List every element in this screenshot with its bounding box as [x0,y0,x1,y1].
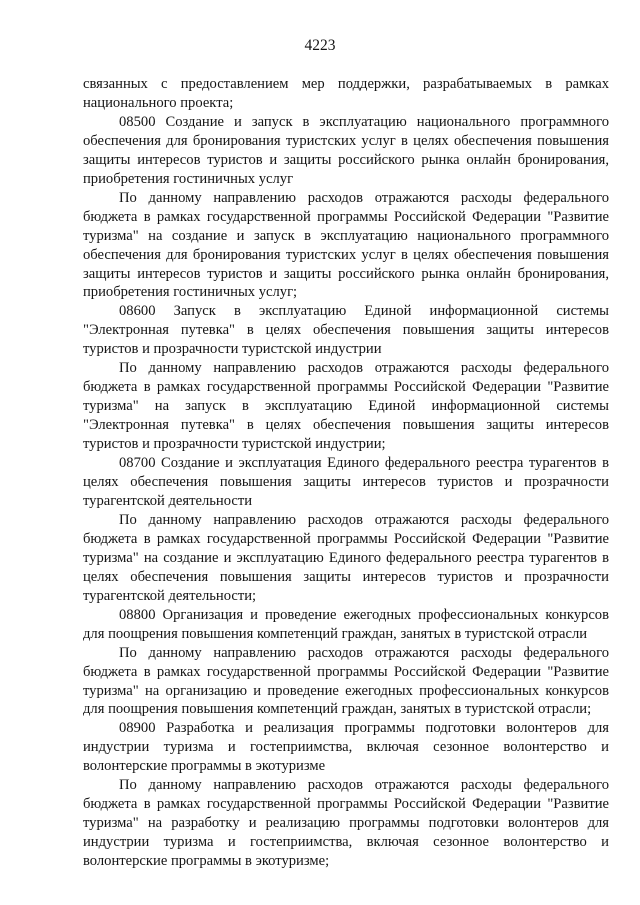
paragraph-item-08600: 08600 Запуск в эксплуатацию Единой информационной системы "Электронная путевка" в целях обеспечения повышения защиты интересов туристов и прозрачности туристской индустрии [83,303,609,358]
paragraph-item-08500: 08500 Создание и запуск в эксплуатацию национального программного обеспечения для бронирования туристских услуг в целях обеспечения повышения защиты интересов туристов и защиты российского рынка онлайн бронирования, приобретения гостиничных услуг [83,113,609,187]
paragraph-item-08900: 08900 Разработка и реализация программы подготовки волонтеров для индустрии туризма и гостеприимства, включая сезонное волонтерство и волонтерские программы в экотуризме [83,720,609,775]
paragraph-description-08500: По данному направлению расходов отражаются расходы федерального бюджета в рамках государственной программы Российской Федерации "Развитие туризма" на создание и запуск в эксплуатацию национального программного обеспечения для бронирования туристских услуг в целях обеспечения повышения защиты интересов туристов и защиты российского рынка онлайн бронирования, приобретения гостиничных услуг; [83,189,609,301]
paragraph-continuation: связанных с предоставлением мер поддержки, разрабатываемых в рамках национального проекта; [83,76,609,111]
document-body [83,75,609,871]
paragraph-description-08600: По данному направлению расходов отражаются расходы федерального бюджета в рамках государственной программы Российской Федерации "Развитие туризма" на запуск в эксплуатацию Единой информационной системы "Электронная путевка" в целях обеспечения повышения защиты интересов туристов и прозрачности туристской индустрии; [83,360,609,453]
paragraph-item-08700: 08700 Создание и эксплуатация Единого федерального реестра турагентов в целях обеспечения повышения защиты интересов туристов и прозрачности турагентской деятельности [83,455,609,509]
paragraph-description-08900: По данному направлению расходов отражаются расходы федерального бюджета в рамках государственной программы Российской Федерации "Развитие туризма" на разработку и реализацию программы подготовки волонтеров для индустрии туризма и гостеприимства, включая сезонное волонтерство и волонтерские программы в экотуризме; [83,777,609,870]
paragraph-description-08800: По данному направлению расходов отражаются расходы федерального бюджета в рамках государственной программы Российской Федерации "Развитие туризма" на организацию и проведение ежегодных профессиональных конкурсов для поощрения повышения компетенций граждан, занятых в туристской отрасли; [83,644,609,718]
page-number: 4223 [304,37,336,54]
paragraph-description-08700: По данному направлению расходов отражаются расходы федерального бюджета в рамках государственной программы Российской Федерации "Развитие туризма" на создание и эксплуатацию Единого федерального реестра турагентов в целях обеспечения повышения защиты интересов туристов и прозрачности турагентской деятельности; [83,511,609,604]
paragraph-item-08800: 08800 Организация и проведение ежегодных профессиональных конкурсов для поощрения повышения компетенций граждан, занятых в туристской отрасли [83,606,609,642]
